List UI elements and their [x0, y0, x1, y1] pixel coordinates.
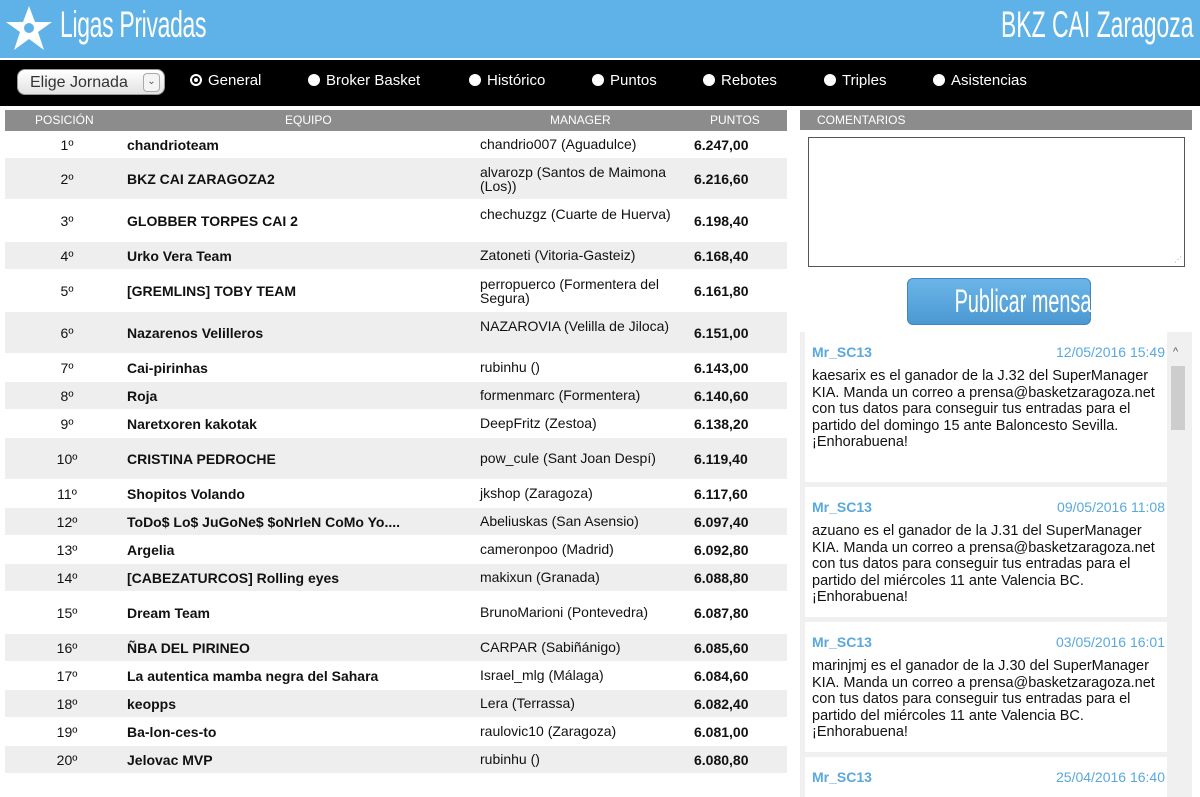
round-filter-bar	[0, 58, 1200, 106]
team-name-cell[interactable]: Cai-pirinhas	[127, 360, 208, 376]
radio-unselected-icon[interactable]	[308, 74, 320, 86]
radio-unselected-icon[interactable]	[703, 74, 715, 86]
table-row[interactable]	[5, 633, 787, 661]
team-title: BKZ CAI Zaragoza	[1001, 4, 1194, 45]
rank-cell: 19º	[56, 724, 78, 740]
manager-cell: pow_cule (Sant Joan Despí)	[480, 450, 656, 466]
points-cell: 6.151,00	[694, 325, 749, 341]
radio-label: Puntos	[610, 72, 657, 89]
team-name-cell[interactable]: ÑBA DEL PIRINEO	[127, 640, 250, 656]
rank-cell: 17º	[56, 668, 78, 684]
team-name-cell[interactable]: Ba-lon-ces-to	[127, 724, 217, 740]
manager-cell: chandrio007 (Aguadulce)	[480, 136, 637, 152]
scrollbar-thumb[interactable]	[1171, 366, 1185, 430]
points-cell: 6.247,00	[694, 137, 749, 153]
team-name-cell[interactable]: [CABEZATURCOS] Rolling eyes	[127, 570, 340, 586]
radio-general[interactable]	[190, 72, 261, 94]
manager-cell: CARPAR (Sabiñánigo)	[480, 639, 621, 655]
column-header-position: POSICIÓN	[35, 113, 94, 127]
rank-cell: 7º	[60, 360, 74, 376]
comment-item	[805, 757, 1167, 797]
team-name-cell[interactable]: Dream Team	[127, 605, 211, 621]
radio-label: Broker Basket	[326, 72, 421, 89]
comment-date: 09/05/2016 11:08	[1057, 499, 1165, 515]
radio-label: Triples	[842, 72, 887, 89]
points-cell: 6.080,80	[694, 752, 749, 768]
radio-unselected-icon[interactable]	[824, 74, 836, 86]
rank-cell: 18º	[56, 696, 78, 712]
points-cell: 6.081,00	[694, 724, 749, 740]
table-row[interactable]	[5, 745, 787, 773]
chevron-down-icon[interactable]: ⌄	[143, 73, 160, 92]
comment-author[interactable]: Mr_SC13	[812, 344, 872, 360]
rank-cell: 13º	[56, 542, 78, 558]
manager-cell: chechuzgz (Cuarte de Huerva)	[480, 206, 671, 222]
rank-cell: 14º	[56, 570, 78, 586]
table-row[interactable]	[5, 157, 787, 199]
manager-cell: BrunoMarioni (Pontevedra)	[480, 604, 649, 620]
comment-author[interactable]: Mr_SC13	[812, 769, 872, 785]
manager-cell: jkshop (Zaragoza)	[480, 485, 593, 501]
manager-cell: alvarozp (Santos de Maimona (Los))	[480, 164, 666, 194]
table-row[interactable]	[5, 269, 787, 311]
comment-item	[805, 487, 1167, 617]
points-cell: 6.097,40	[694, 514, 749, 530]
app-header	[0, 0, 1200, 58]
table-row[interactable]	[5, 591, 787, 633]
table-row[interactable]	[5, 199, 787, 241]
chevron-up-icon[interactable]: ^	[1173, 346, 1179, 358]
rank-cell: 9º	[60, 416, 74, 432]
points-cell: 6.198,40	[694, 213, 749, 229]
team-name-cell[interactable]: BKZ CAI ZARAGOZA2	[127, 171, 275, 187]
team-name-cell[interactable]: ToDo$ Lo$ JuGoNe$ $oNrleN CoMo Yo....	[127, 514, 401, 530]
rank-cell: 6º	[60, 325, 74, 341]
column-header-points: PUNTOS	[710, 113, 760, 127]
radio-unselected-icon[interactable]	[933, 74, 945, 86]
table-body	[5, 131, 787, 773]
points-cell: 6.161,80	[694, 283, 749, 299]
radio-label: Asistencias	[951, 72, 1027, 89]
comment-text: marinjmj es el ganador de la J.30 del SuperManager KIA. Manda un correo a prensa@basketzaragoza.net con tus datos para conseguir tus entradas para el partido del miércoles 11 ante Valencia BC. ¡Enhorabuena!	[812, 658, 1155, 740]
radio-label: Rebotes	[721, 72, 777, 89]
team-name-cell[interactable]: keopps	[127, 696, 177, 712]
manager-cell: Israel_mlg (Málaga)	[480, 667, 604, 683]
column-header-team: EQUIPO	[285, 113, 332, 127]
comment-author[interactable]: Mr_SC13	[812, 634, 872, 650]
radio-historico[interactable]	[469, 72, 545, 94]
table-row[interactable]	[5, 563, 787, 591]
manager-cell: formenmarc (Formentera)	[480, 387, 641, 403]
round-select[interactable]	[17, 69, 165, 95]
points-cell: 6.087,80	[694, 605, 749, 621]
comment-item	[805, 622, 1167, 752]
comments-panel	[800, 110, 1192, 797]
table-row[interactable]	[5, 717, 787, 745]
comment-text: azuano es el ganador de la J.31 del SuperManager KIA. Manda un correo a prensa@basketzaragoza.net con tus datos para conseguir tus entradas para el partido del miércoles 11 ante Valencia BC. ¡Enhorabuena!	[812, 523, 1155, 605]
manager-cell: Zatoneti (Vitoria-Gasteiz)	[480, 247, 636, 263]
points-cell: 6.082,40	[694, 696, 749, 712]
team-name-cell[interactable]: [GREMLINS] TOBY TEAM	[127, 283, 297, 299]
table-row[interactable]	[5, 535, 787, 563]
rank-cell: 3º	[60, 213, 74, 229]
manager-cell: rubinhu ()	[480, 751, 540, 767]
points-cell: 6.084,60	[694, 668, 749, 684]
table-row[interactable]	[5, 311, 787, 353]
points-cell: 6.117,60	[694, 486, 748, 502]
round-select-value: Elige Jornada	[30, 74, 128, 91]
team-name-cell[interactable]: CRISTINA PEDROCHE	[127, 451, 276, 467]
points-cell: 6.088,80	[694, 570, 749, 586]
comment-author[interactable]: Mr_SC13	[812, 499, 872, 515]
rank-cell: 1º	[60, 137, 74, 153]
comment-textarea[interactable]	[808, 137, 1185, 267]
points-cell: 6.216,60	[694, 171, 749, 187]
team-name-cell[interactable]: chandrioteam	[127, 137, 219, 153]
manager-cell: makixun (Granada)	[480, 569, 600, 585]
comment-text: kaesarix es el ganador de la J.32 del SuperManager KIA. Manda un correo a prensa@basketzaragoza.net con tus datos para conseguir tus entradas para el partido del domingo 15 ante Baloncesto Sevilla. ¡Enhorabuena!	[812, 368, 1155, 450]
table-row[interactable]	[5, 241, 787, 269]
points-cell: 6.085,60	[694, 640, 749, 656]
rank-cell: 5º	[60, 283, 74, 299]
points-cell: 6.119,40	[694, 451, 748, 467]
column-header-manager: MANAGER	[550, 113, 611, 127]
rank-cell: 2º	[60, 171, 74, 187]
table-row[interactable]	[5, 131, 787, 157]
rank-cell: 4º	[60, 248, 74, 264]
rank-cell: 10º	[56, 451, 78, 467]
team-name-cell[interactable]: Shopitos Volando	[127, 486, 245, 502]
radio-unselected-icon[interactable]	[592, 74, 604, 86]
table-row[interactable]	[5, 437, 787, 479]
table-row[interactable]	[5, 507, 787, 535]
rank-cell: 20º	[56, 752, 78, 768]
comment-date: 12/05/2016 15:49	[1056, 344, 1165, 360]
publish-message-button[interactable]	[907, 278, 1107, 325]
table-row[interactable]	[5, 661, 787, 689]
star-logo-icon	[4, 4, 54, 54]
radio-broker-basket[interactable]	[308, 72, 420, 94]
table-row[interactable]	[5, 479, 787, 507]
manager-cell: cameronpoo (Madrid)	[480, 541, 614, 557]
rank-cell: 8º	[60, 388, 74, 404]
points-cell: 6.138,20	[694, 416, 749, 432]
radio-unselected-icon[interactable]	[469, 74, 481, 86]
table-header	[5, 110, 787, 131]
table-row[interactable]	[5, 381, 787, 409]
manager-cell: rubinhu ()	[480, 359, 540, 375]
team-name-cell[interactable]: GLOBBER TORPES CAI 2	[127, 213, 298, 229]
comment-date: 25/04/2016 16:40	[1056, 769, 1165, 785]
points-cell: 6.092,80	[694, 542, 749, 558]
radio-label: Histórico	[487, 72, 546, 89]
radio-rebotes[interactable]	[703, 72, 777, 94]
manager-cell: Lera (Terrassa)	[480, 695, 575, 711]
team-name-cell[interactable]: Jelovac MVP	[127, 752, 213, 768]
publish-message-label: Publicar mensaje	[954, 283, 1107, 319]
points-cell: 6.168,40	[694, 248, 749, 264]
radio-asistencias[interactable]	[933, 72, 1027, 94]
comment-item	[805, 332, 1167, 482]
radio-selected-icon[interactable]	[190, 74, 202, 86]
rank-cell: 11º	[57, 486, 77, 502]
comments-heading: COMENTARIOS	[800, 110, 1192, 130]
manager-cell: raulovic10 (Zaragoza)	[480, 723, 617, 739]
manager-cell: Abeliuskas (San Asensio)	[480, 513, 639, 529]
team-name-cell[interactable]: Argelia	[127, 542, 175, 558]
team-name-cell[interactable]: Urko Vera Team	[127, 248, 232, 264]
resize-handle-icon[interactable]: ⋰	[1174, 255, 1182, 264]
comments-scrollbar[interactable]	[1168, 344, 1188, 797]
team-name-cell[interactable]: La autentica mamba negra del Sahara	[127, 668, 379, 684]
team-name-cell[interactable]: Naretxoren kakotak	[127, 416, 257, 432]
radio-triples[interactable]	[824, 72, 886, 94]
comment-date: 03/05/2016 16:01	[1056, 634, 1165, 650]
table-row[interactable]	[5, 409, 787, 437]
brand-title[interactable]: Ligas Privadas	[60, 4, 207, 45]
table-row[interactable]	[5, 689, 787, 717]
table-row[interactable]	[5, 353, 787, 381]
rank-cell: 16º	[56, 640, 78, 656]
comments-list[interactable]	[800, 332, 1192, 797]
radio-label: General	[208, 72, 262, 89]
points-cell: 6.140,60	[694, 388, 749, 404]
points-cell: 6.143,00	[694, 360, 749, 376]
manager-cell: perropuerco (Formentera del Segura)	[480, 276, 659, 306]
rank-cell: 15º	[56, 605, 78, 621]
team-name-cell[interactable]: Roja	[127, 388, 158, 404]
manager-cell: DeepFritz (Zestoa)	[480, 415, 597, 431]
radio-puntos[interactable]	[592, 72, 657, 94]
team-name-cell[interactable]: Nazarenos Velilleros	[127, 325, 264, 341]
manager-cell: NAZAROVIA (Velilla de Jiloca)	[480, 318, 670, 334]
rank-cell: 12º	[56, 514, 78, 530]
ranking-table	[5, 110, 787, 773]
